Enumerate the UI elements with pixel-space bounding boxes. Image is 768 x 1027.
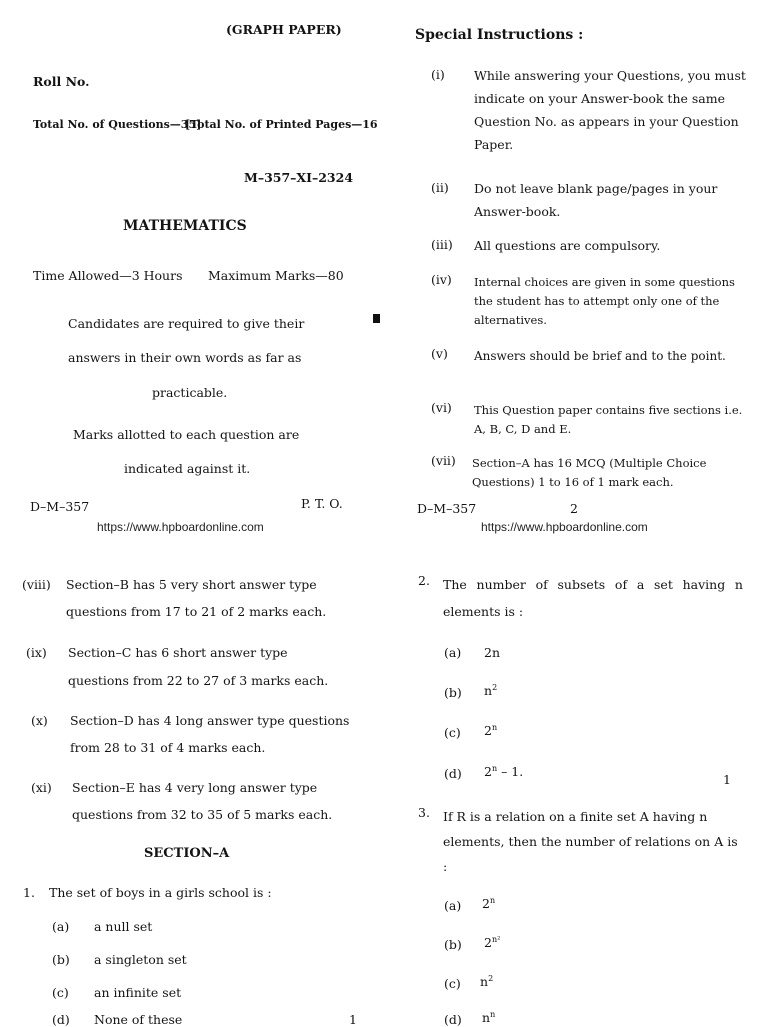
option-value: 2$^n$ <box>484 723 498 739</box>
option-label: (d) <box>444 766 462 781</box>
roll-no-label: Roll No. <box>33 74 90 89</box>
instruction-text: Section–A has 16 MCQ (Multiple Choice Questions) 1 to 16 of 1 mark each. <box>472 456 707 489</box>
footer-code: D–M–357 <box>30 499 90 514</box>
instruction-line: Section–C has 6 short answer type <box>68 645 288 660</box>
instruction-text: This Question paper contains five sections i.e. A, B, C, D and E. <box>474 403 743 436</box>
candidates-line-2: answers in their own words as far as <box>68 350 302 365</box>
question-number: 1. <box>23 885 35 900</box>
subject-title: MATHEMATICS <box>123 218 247 234</box>
option-label: (c) <box>52 985 69 1000</box>
instruction-text: Answers should be brief and to the point. <box>474 349 726 363</box>
instruction-text: All questions are compulsory. <box>474 238 661 253</box>
instruction-line: Section–E has 4 very long answer type <box>72 780 318 795</box>
option-label: (d) <box>444 1012 462 1027</box>
marks-line-1: Marks allotted to each question are <box>73 427 300 442</box>
option-value: 2$^n$ – 1. <box>484 764 524 780</box>
page-number: 2 <box>570 501 578 516</box>
marks-indicator: 1 <box>723 772 731 787</box>
footer-url[interactable]: https://www.hpboardonline.com <box>97 520 264 534</box>
maximum-marks: Maximum Marks—80 <box>208 268 344 283</box>
instruction-num: (iii) <box>431 237 453 252</box>
option-label: (a) <box>444 645 462 660</box>
option-label: (a) <box>444 898 462 913</box>
instruction-line: questions from 32 to 35 of 5 marks each. <box>72 807 333 822</box>
instruction-line: questions from 22 to 27 of 3 marks each. <box>68 673 329 688</box>
instruction-num: (iv) <box>431 272 452 287</box>
candidates-line-1: Candidates are required to give their <box>68 316 305 331</box>
instruction-num: (vii) <box>431 453 456 468</box>
instruction-num: (viii) <box>22 577 51 592</box>
option-text: a null set <box>94 919 153 934</box>
marks-indicator: 1 <box>349 1012 357 1027</box>
question-text: The set of boys in a girls school is : <box>49 885 272 900</box>
question-text: The number of subsets of a set having n elements is : <box>443 577 743 619</box>
instruction-num: (ix) <box>26 645 47 660</box>
time-allowed: Time Allowed—3 Hours <box>33 268 183 283</box>
option-value: $n^2$ <box>484 683 498 699</box>
instruction-num: (ii) <box>431 180 449 195</box>
option-text: an infinite set <box>94 985 182 1000</box>
instruction-line: Section–D has 4 long answer type questions <box>70 713 350 728</box>
option-label: (b) <box>52 952 70 967</box>
instruction-num: (i) <box>431 67 445 82</box>
option-label: (d) <box>52 1012 70 1027</box>
scan-mark <box>373 314 380 323</box>
option-label: (a) <box>52 919 70 934</box>
marks-line-2: indicated against it. <box>124 461 251 476</box>
question-text: If R is a relation on a finite set A having n elements, then the number of relations on A is : <box>443 809 738 874</box>
question-number: 3. <box>418 805 430 820</box>
section-a-title: SECTION–A <box>144 846 230 861</box>
paper-code: M–357–XI–2324 <box>244 170 354 185</box>
instruction-line: Section–B has 5 very short answer type <box>66 577 317 592</box>
instruction-num: (xi) <box>31 780 52 795</box>
instruction-text: Internal choices are given in some questions the student has to attempt only one of the alternatives. <box>474 275 735 327</box>
option-value: 2n <box>484 645 501 660</box>
footer-code: D–M–357 <box>417 501 477 516</box>
option-text: a singleton set <box>94 952 187 967</box>
pto-label: P. T. O. <box>301 496 343 511</box>
option-value: $2^{n^2}$ <box>484 935 501 951</box>
instruction-line: questions from 17 to 21 of 2 marks each. <box>66 604 327 619</box>
instruction-num: (x) <box>31 713 48 728</box>
special-instructions-heading: Special Instructions : <box>415 27 584 43</box>
footer-url[interactable]: https://www.hpboardonline.com <box>481 520 648 534</box>
instruction-num: (vi) <box>431 400 452 415</box>
instruction-line: from 28 to 31 of 4 marks each. <box>70 740 266 755</box>
option-label: (c) <box>444 976 461 991</box>
option-label: (c) <box>444 725 461 740</box>
total-questions: Total No. of Questions—35] <box>33 118 202 131</box>
total-pages: [Total No. of Printed Pages—16 <box>185 118 378 131</box>
question-number: 2. <box>418 573 430 588</box>
instruction-num: (v) <box>431 346 448 361</box>
option-text: None of these <box>94 1012 183 1027</box>
option-label: (b) <box>444 937 462 952</box>
option-label: (b) <box>444 685 462 700</box>
option-value: 2$^n$ <box>482 896 496 912</box>
instruction-text: Do not leave blank page/pages in your Answer-book. <box>474 181 718 219</box>
option-value: $n^2$ <box>480 974 494 990</box>
option-value: $n^n$ <box>482 1010 496 1026</box>
instruction-text: While answering your Questions, you must indicate on your Answer-book the same Question No. as appears in your Question Paper. <box>474 68 746 152</box>
candidates-line-3: practicable. <box>152 385 228 400</box>
graph-paper-label: (GRAPH PAPER) <box>226 22 342 37</box>
